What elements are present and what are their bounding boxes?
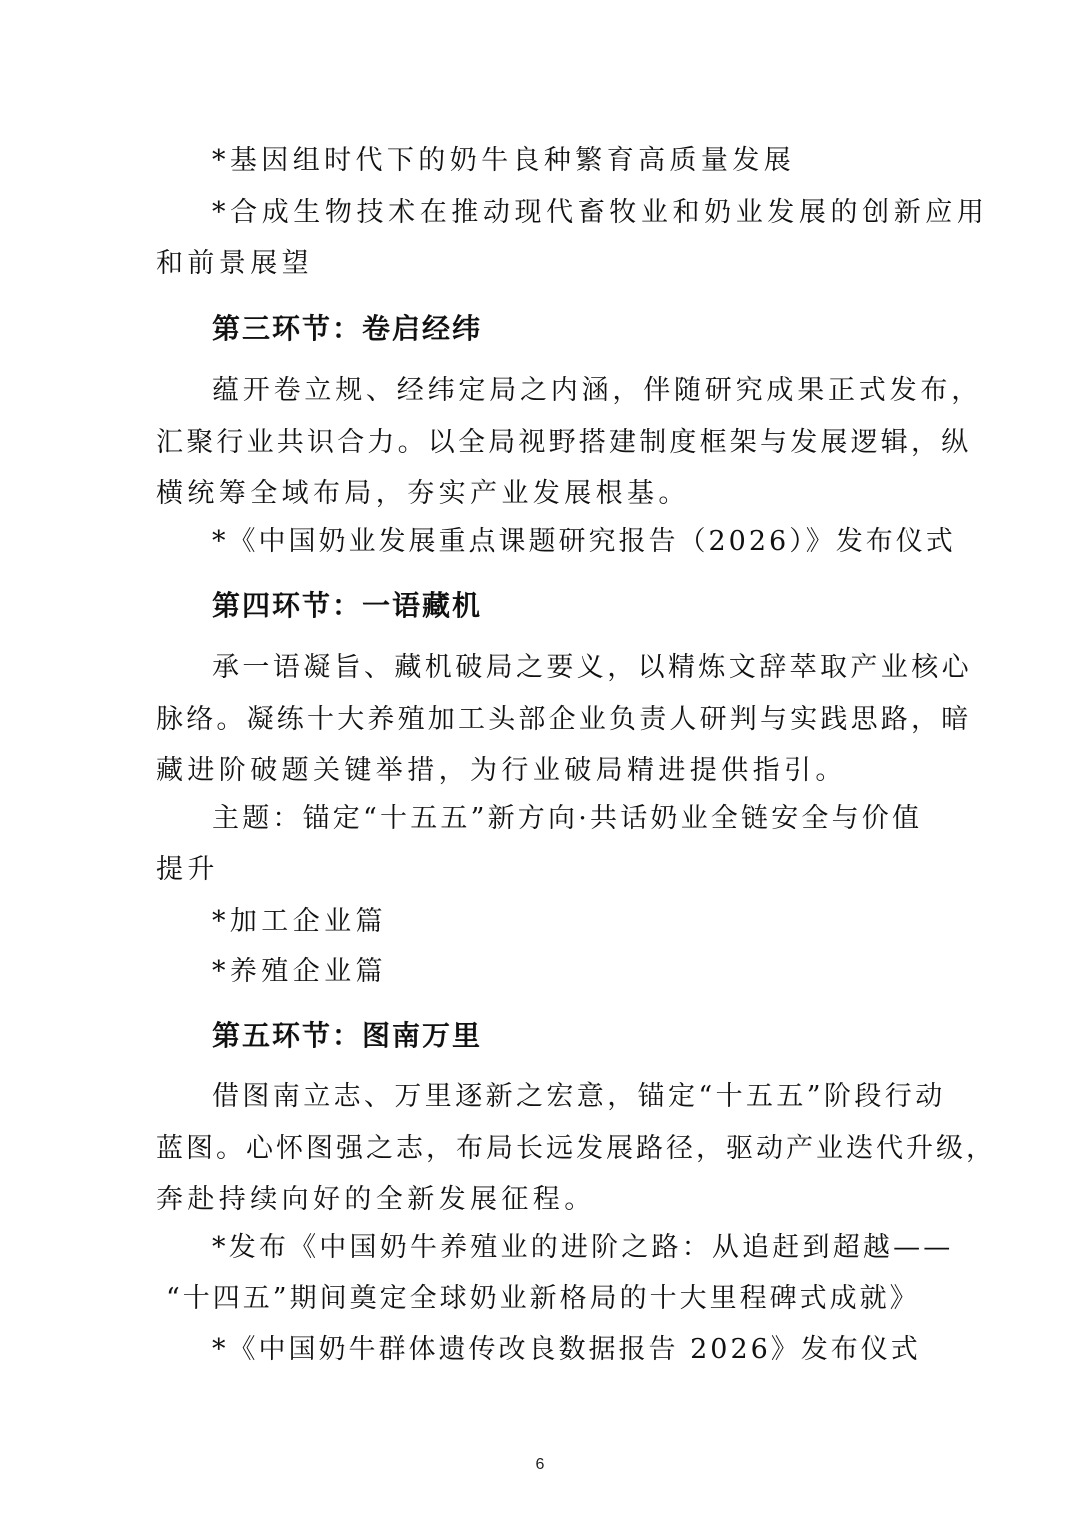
bullet-genomic-breeding: *基因组时代下的奶牛良种繁育高质量发展 [212, 145, 796, 176]
heading-section-four: 第四环节：一语藏机 [212, 589, 483, 622]
bullet-dairy-farming-release-cont: “十四五”期间奠定全球奶业新格局的十大里程碑式成就》 [166, 1283, 920, 1314]
page-number: 6 [535, 1456, 545, 1473]
paragraph-section-four: 承一语凝旨、藏机破局之要义，以精炼文辞萃取产业核心 [212, 652, 972, 683]
bullet-processing-enterprises: *加工企业篇 [212, 906, 387, 937]
paragraph-section-five-line2: 蓝图。心怀图强之志，布局长远发展路径，驱动产业迭代升级， [156, 1133, 996, 1164]
paragraph-section-four-line2: 脉络。凝练十大养殖加工头部企业负责人研判与实践思路，暗 [156, 704, 972, 735]
paragraph-section-five-line3: 奔赴持续向好的全新发展征程。 [156, 1184, 596, 1215]
paragraph-section-three: 蕴开卷立规、经纬定局之内涵，伴随研究成果正式发布， [212, 375, 982, 406]
bullet-dairy-farming-release: *发布《中国奶牛养殖业的进阶之路：从追赶到超越—— [212, 1232, 954, 1263]
heading-section-five: 第五环节：图南万里 [212, 1019, 483, 1052]
theme-line-cont: 提升 [156, 854, 219, 885]
paragraph-section-four-line3: 藏进阶破题关键举措，为行业破局精进提供指引。 [156, 755, 847, 786]
bullet-research-report-release: *《中国奶业发展重点课题研究报告（2026）》发布仪式 [212, 526, 956, 557]
bullet-synthetic-biology: *合成生物技术在推动现代畜牧业和奶业发展的创新应用 [212, 197, 989, 228]
paragraph-section-five: 借图南立志、万里逐新之宏意，锚定“十五五”阶段行动 [212, 1081, 946, 1112]
theme-line: 主题：锚定“十五五”新方向·共话奶业全链安全与价值 [212, 803, 923, 834]
bullet-breeding-enterprises: *养殖企业篇 [212, 956, 387, 987]
bullet-genetic-improvement-report: *《中国奶牛群体遗传改良数据报告 2026》发布仪式 [212, 1334, 921, 1365]
bullet-synthetic-biology-cont: 和前景展望 [156, 248, 313, 279]
paragraph-section-three-line3: 横统筹全域布局，夯实产业发展根基。 [156, 478, 690, 509]
heading-section-three: 第三环节：卷启经纬 [212, 312, 483, 345]
paragraph-section-three-line2: 汇聚行业共识合力。以全局视野搭建制度框架与发展逻辑，纵 [156, 427, 972, 458]
